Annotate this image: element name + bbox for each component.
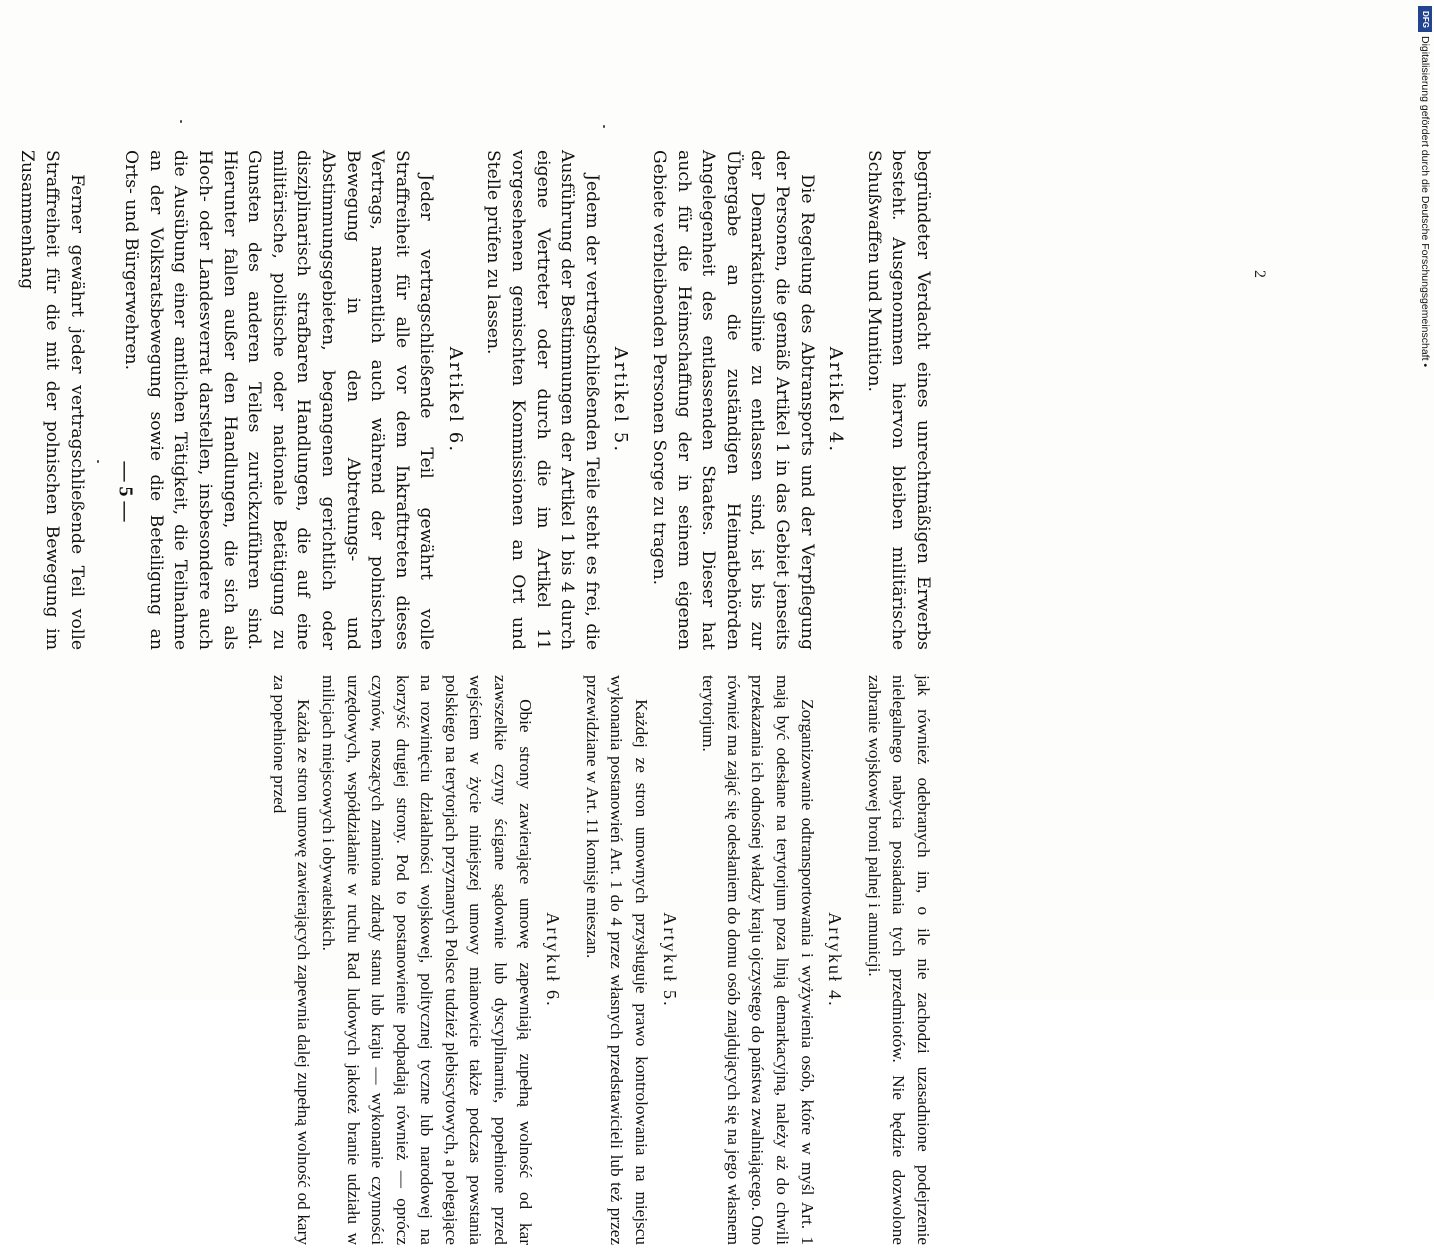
polish-intro: jak również odebranych im, o ile nie zachodzi uzasadnione podejrzenie nielegalnego nabycia posiadania tych przedmiotów. Nie będzie dozwolone zabranie wojskowej broni palnej i amunicji. [864,675,933,1245]
polish-article-5-title: Artykuł 5. [659,912,680,1008]
polish-column [235,675,935,1245]
german-article-6-text: Jeder vertragschließende Teil gewährt volle Straffreiheit für alle vor dem Inkrafttreten dieses Vertrags, namentlich auch während der polnischen Bewegung in den Abtretungs- und Abstimmungsgebieten, begangenen gerichtlich oder disziplinarisch strafbaren Handlungen, die auf eine militärische, politische oder nationale Betätigung zu Gunsten des anderen Teiles zurückzuführen sind. Hierunter fallen außer den Handlungen, die sich als Hoch- oder Landesverrat darstellen, insbesondere auch die Ausübung einer amtlichen Tätigkeit, die Teilnahme an der Volksratsbewegung sowie die Beteiligung an Orts- und Bürgerwehren. [121,150,437,650]
dfg-logo: DFG [1418,6,1432,32]
signature-mark: 2 [1251,270,1268,278]
polish-article-6-text: Obie strony zawierające umowę zapewniają zupełną wolność od kar zawszelkie czyny ścigane sądownie lub dyscyplinarnie, popełnione przed wejściem w życie niniejszej umowy mianowicie także podczas powstania polskiego na terytorjach przyznanych Polsce tudzież plebiscytowych, a polegające na rozwinięciu działalności wojskowej, politycznej tyczne lub narodowej na korzyść drugiej strony. Pod to postanowienie podpadają również — oprócz czynów, noszących znamiona zdrady stanu lub kraju — wykonanie czynności urzędowych, współdziałanie w ruchu Rad ludowych jakoteż branie udziału w milicjach miejscowych i obywatelskich. [318,675,535,1245]
dfg-credit [1418,6,1432,396]
scan-speck [603,125,605,128]
german-article-5-text: Jedem der vertragschließenden Teile steht es frei, die Ausführung der Bestimmungen der Artikel 1 bis 4 durch eigene Vertreter oder durch die im Artikel 11 vorgesehenen gemischten Kommissionen an Ort und Stelle prüfen zu lassen. [483,150,602,650]
german-article-4-title: Artikel 4. [825,346,847,454]
polish-article-6-title: Artykuł 6. [543,912,564,1008]
polish-article-5-text: Każdej ze stron umownych przysługuje prawo kontrolowania na miejscu wykonania postanowień Art. 1 do 4 przez własnych przedstawicieli lub też przez przewidziane w Art. 11 komisje mieszan. [582,675,652,1245]
scan-speck [180,120,182,123]
page-number: — 5 — [114,461,137,522]
polish-article-4-text: Zorganizowanie odtransportowania i wyżywienia osób, które w myśl Art. 1 mają być odesłane na terytorjum poza linją demarkacyjną, należy aż do chwili przekazania ich odnośnej władzy kraju ojczystego do państwa zwalniającego. Ono również ma zająć się odesłaniem do domu osób znajdujących się na jego własnem terytorjum. [699,675,817,1245]
german-article-5-title: Artikel 5. [610,346,632,454]
german-article-6-continuation: Ferner gewährt jeder vertragschließende Teil volle Straffreiheit für die mit der polnischen Bewegung im Zusammenhang [17,150,87,650]
german-article-4-text: Die Regelung des Abtransports und der Verpflegung der Personen, die gemäß Artikel 1 in das Gebiet jenseits der Demarkationslinie zu entlassen sind, ist bis zur Übergabe an die zuständigen Heimatbehörden Angelegenheit des entlassenden Staates. Dieser hat auch für die Heimschaffung der in seinem eigenen Gebiete verbleibenden Personen Sorge zu tragen. [649,150,817,650]
rotated-text-block [17,150,935,1250]
polish-article-4-title: Artykuł 4. [825,912,846,1008]
dfg-credit-text: Digitalisierung gefördert durch die Deutsche Forschungsgemeinschaft • [1419,36,1431,368]
german-column [17,150,935,650]
german-intro: begründeter Verdacht eines unrechtmäßigen Erwerbs besteht. Ausgenommen hiervon bleiben militärische Schußwaffen und Munition. [863,150,933,650]
scan-speck [97,460,99,463]
polish-article-6-continuation: Każda ze stron umowę zawierających zapewnia dalej zupełną wolność od kary za popełnione przed [269,675,314,1245]
german-article-6-title: Artikel 6. [444,346,466,454]
